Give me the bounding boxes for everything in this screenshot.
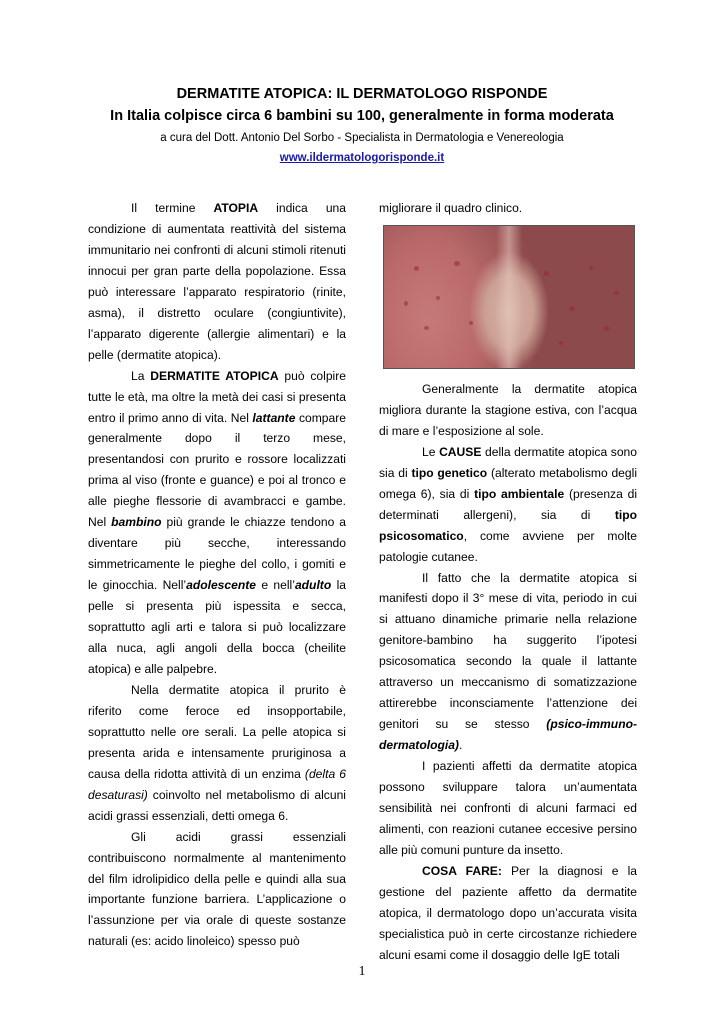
website-link[interactable]: www.ildermatologorisponde.it [279, 152, 445, 164]
paragraph-prurito [88, 680, 346, 827]
text-run: tipo ambientale [474, 486, 565, 501]
paragraph-atopia [88, 198, 346, 366]
paragraph-psicosomatica [379, 568, 637, 757]
page-title: DERMATITE ATOPICA: IL DERMATOLOGO RISPONDE [176, 86, 548, 102]
text-run: (alterato metabolismo degli omega 6), sia di [379, 465, 638, 501]
text-run: adolescente [186, 578, 256, 593]
text-run: la pelle si presenta più ispessita e secca, soprattutto agli arti e talora si può localizzare alla nuca, agli angoli della bocca (cheilite atopica) e alle palpebre. [88, 578, 346, 676]
text-run: (presenza di determinati allergeni), sia di [379, 486, 638, 522]
text-run: La [131, 368, 151, 383]
text-run: Il termine [131, 201, 214, 215]
paragraph-cause [379, 442, 637, 568]
paragraph-estate [379, 379, 637, 442]
paragraph-acidi-grassi [88, 827, 346, 953]
left-column [88, 198, 346, 952]
text-run: lattante [252, 410, 296, 425]
text-run: . [458, 738, 463, 753]
paragraph-cosa-fare [379, 861, 637, 966]
text-run: (delta 6 desaturasi) [88, 766, 346, 802]
text-run: bambino [111, 515, 162, 530]
skin-photo [383, 225, 635, 369]
text-run: Le [422, 444, 440, 459]
paragraph-pazienti [379, 756, 637, 861]
text-run: indica una condizione di aumentata reattività del sistema immunitario nei confronti di alcuni stimoli ritenuti innocui per gran parte della popolazione. Essa può interessare l’apparato respiratorio (rinite, asma), il distretto oculare (congiuntivite), l’apparato digerente (allergie alimentari) e la pelle (dermatite atopica). [88, 201, 347, 362]
right-column [379, 198, 637, 966]
text-run: CAUSE [439, 444, 482, 459]
text-run: Per la diagnosi e la gestione del paziente affetto da dermatite atopica, il dermatologo dopo un’accurata visita specialistica può in certe circostanze richiedere alcuni esami come il dosaggio delle IgE totali [379, 863, 637, 962]
paragraph-dermatite-atopica [88, 366, 346, 680]
text-run: migliorare il quadro clinico. [379, 201, 523, 215]
text-run: DERMATITE ATOPICA [150, 368, 279, 383]
page-number: 1 [358, 964, 366, 979]
text-run: I pazienti affetti da dermatite atopica possono sviluppare talora un’aumentata sensibilità nei confronti di alcuni farmaci ed alimenti, con reazioni cutanee eccesive persino alle più comuni punture da insetto. [379, 759, 637, 857]
text-run: COSA FARE: [422, 863, 502, 878]
paragraph-continuation [379, 198, 637, 219]
text-run: coinvolto nel metabolismo di alcuni acidi grassi essenziali, detti omega 6. [88, 787, 346, 823]
text-run: , come avviene per molte patologie cutanee. [379, 528, 637, 564]
page-subtitle: In Italia colpisce circa 6 bambini su 100, generalmente in forma moderata [110, 108, 614, 124]
text-run: ATOPIA [213, 201, 259, 215]
text-run: può colpire tutte le età, ma oltre la metà dei casi si presenta entro il primo anno di vita. Nel [88, 368, 346, 425]
text-run: della dermatite atopica sono sia di [379, 444, 637, 480]
text-run: più grande le chiazze tendono a diventare più secche, interessando simmetricamente le pieghe del collo, i gomiti e le ginocchia. Nell’ [88, 515, 346, 593]
document-header [0, 84, 724, 168]
text-run: Generalmente la dermatite atopica migliora durante la stagione estiva, con l’acqua di mare e l’esposizione al sole. [379, 381, 637, 438]
text-run: compare generalmente dopo il terzo mese, presentandosi con prurito e rossore localizzati prima al viso (fronte e guance) e poi al tronco e alle pieghe flessorie di avambracci e gambe. Nel [88, 410, 347, 530]
text-run: tipo psicosomatico [379, 507, 637, 543]
text-run: Gli acidi grassi essenziali contribuiscono normalmente al mantenimento del film idrolipidico della pelle e quindi alla sua importante funzione barriera. L’applicazione o l’assunzione per via orale di queste sostanze naturali (es: acido linoleico) spesso può [88, 829, 346, 949]
author-line: a cura del Dott. Antonio Del Sorbo - Specialista in Dermatologia e Venereologia [160, 132, 564, 144]
text-run: tipo genetico [411, 465, 488, 480]
text-run: adulto [294, 578, 332, 593]
text-run: Il fatto che la dermatite atopica si manifesti dopo il 3° mese di vita, periodo in cui si attuano dinamiche primarie nella relazione genitore-bambino ha suggerito l’ipotesi psicosomatica secondo la quale il lattante attraverso un meccanismo di somatizzazione attirerebbe inconsciamente l’attenzione dei genitori su se stesso [379, 570, 637, 732]
text-run: Nella dermatite atopica il prurito è riferito come feroce ed insopportabile, soprattutto nelle ore serali. La pelle atopica si presenta arida e intensamente pruriginosa a causa della ridotta attività di un enzima [88, 682, 346, 781]
text-run: (psico-immuno-dermatologia) [379, 717, 637, 753]
text-run: e nell’ [256, 578, 295, 593]
